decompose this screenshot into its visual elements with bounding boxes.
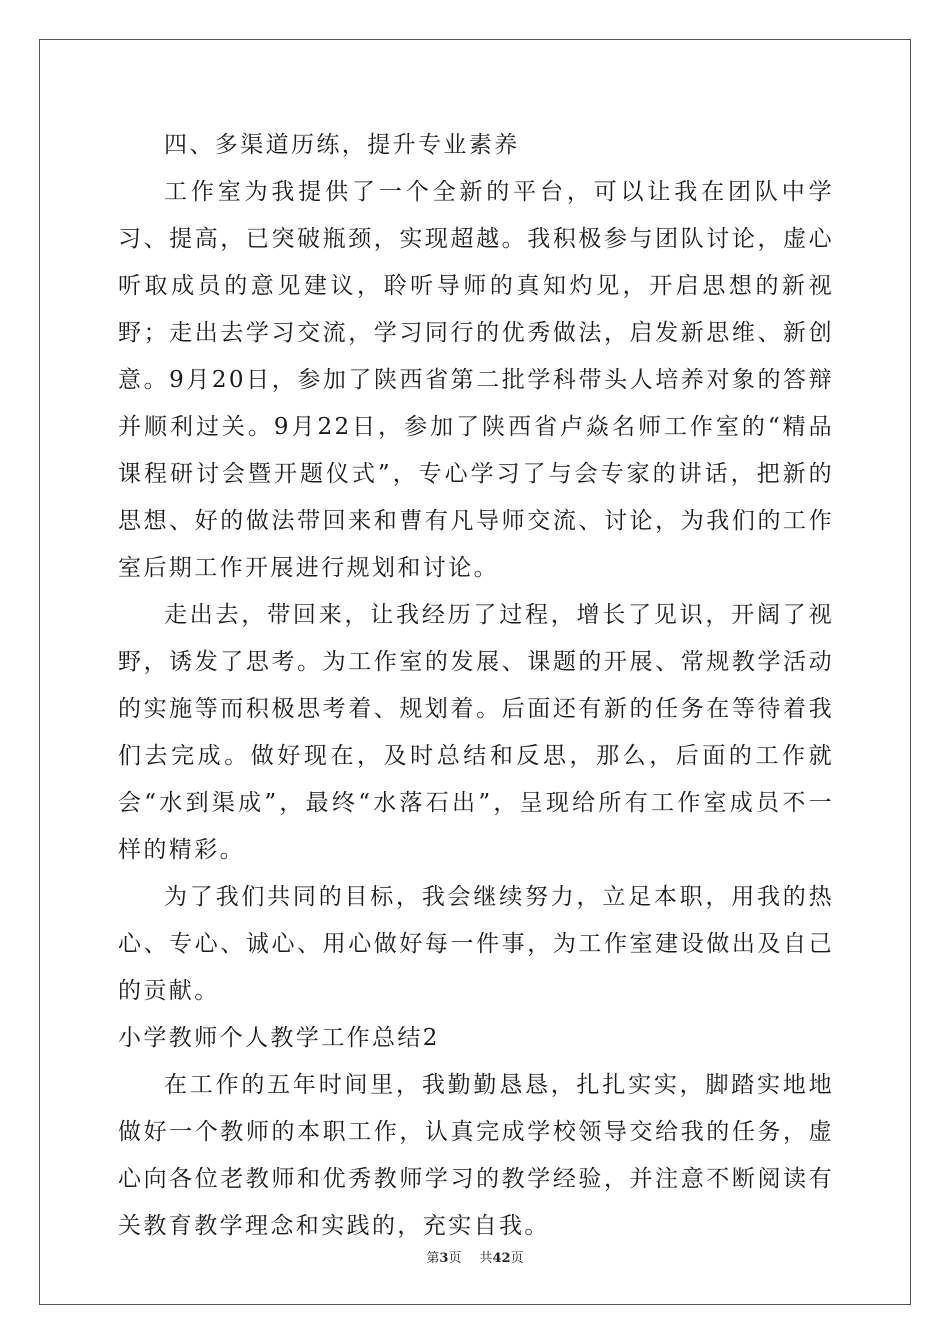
section-heading: 四、多渠道历练，提升专业素养 [164,132,520,158]
document-body [118,122,834,1250]
body-paragraph: 在工作的五年时间里，我勤勤恳恳，扎扎实实，脚踏实地地做好一个教师的本职工作，认真完成学校领导交给我的任务，虚心向各位老教师和优秀教师学习的教学经验，并注意不断阅读有关教育教学理念和实践的，充实自我。 [118,1072,834,1239]
body-paragraph: 为了我们共同的目标，我会继续努力，立足本职，用我的热心、专心、诚心、用心做好每一件事，为工作室建设做出及自己的贡献。 [118,884,834,1004]
current-page-number: 3 [439,1251,449,1266]
footer-page-unit: 页 [448,1251,462,1266]
footer-total-prefix: 共 [479,1251,493,1266]
page-footer [0,1247,950,1266]
total-pages-number: 42 [492,1251,511,1266]
body-paragraph: 走出去，带回来，让我经历了过程，增长了见识，开阔了视野，诱发了思考。为工作室的发展、课题的开展、常规教学活动的实施等而积极思考着、规划着。后面还有新的任务在等待着我们去完成。做好现在，及时总结和反思，那么，后面的工作就会“水到渠成”，最终“水落石出”，呈现给所有工作室成员不一样的精彩。 [118,602,834,863]
article-title: 小学教师个人教学工作总结2 [118,1025,440,1051]
footer-prefix: 第 [426,1251,440,1266]
footer-total-unit: 页 [510,1251,524,1266]
body-paragraph: 工作室为我提供了一个全新的平台，可以让我在团队中学习、提高，已突破瓶颈，实现超越。我积极参与团队讨论，虚心听取成员的意见建议，聆听导师的真知灼见，开启思想的新视野；走出去学习交流，学习同行的优秀做法，启发新思维、新创意。9月20日，参加了陕西省第二批学科带头人培养对象的答辩并顺利过关。9月22日，参加了陕西省卢焱名师工作室的“精品课程研讨会暨开题仪式”，专心学习了与会专家的讲话，把新的思想、好的做法带回来和曹有凡导师交流、讨论，为我们的工作室后期工作开展进行规划和讨论。 [118,179,834,581]
